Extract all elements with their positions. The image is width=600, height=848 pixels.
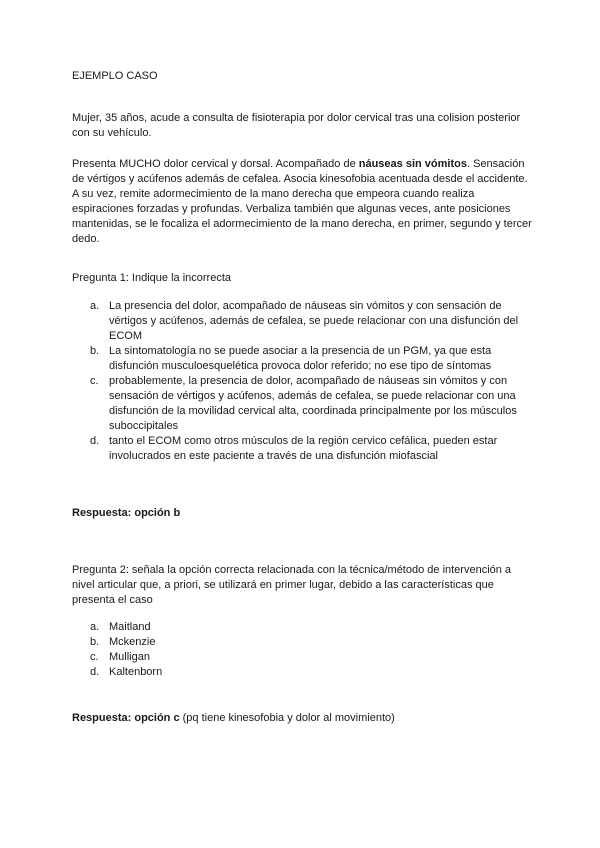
- question-2-answer-note: (pq tiene kinesofobia y dolor al movimiento): [179, 712, 395, 724]
- question-2-prompt: Pregunta 2: señala la opción correcta relacionada con la técnica/método de intervención a nivel articular que, a priori, se utilizará en primer lugar, debido a las características que presenta el caso: [72, 564, 512, 606]
- option-text: probablemente, la presencia de dolor, acompañado de náuseas sin vómitos y con sensación de vértigos y acúfenos, además de cefalea, se puede relacionar con una disfunción de la movilidad cervical alta, coordinada principalmente por los músculos suboccipitales: [109, 375, 517, 432]
- option-text: tanto el ECOM como otros músculos de la región cervico cefálica, pueden estar involucrados en este paciente a través de una disfunción miofascial: [109, 435, 498, 462]
- question-2-option-c: [90, 650, 530, 665]
- option-marker: c.: [90, 375, 99, 387]
- question-2-option-d: [90, 665, 530, 680]
- question-2-options: [90, 620, 530, 680]
- option-marker: a.: [90, 300, 100, 312]
- option-marker: b.: [90, 345, 100, 357]
- question-1-answer: Respuesta: opción b: [72, 507, 181, 519]
- option-text: Maitland: [109, 621, 151, 633]
- question-1-prompt: Pregunta 1: Indique la incorrecta: [72, 272, 231, 284]
- option-text: Kaltenborn: [109, 666, 163, 678]
- question-2-option-a: [90, 620, 530, 635]
- option-marker: a.: [90, 621, 100, 633]
- question-2-answer-label: Respuesta: opción c: [72, 712, 180, 724]
- question-1-options: [90, 299, 530, 464]
- question-1-option-b: [90, 344, 530, 374]
- document-title: EJEMPLO CASO: [72, 70, 158, 82]
- option-marker: b.: [90, 636, 100, 648]
- option-marker: d.: [90, 435, 100, 447]
- option-text: La sintomatología no se puede asociar a la presencia de un PGM, ya que esta disfunción musculoesquelética provoca dolor referido; no ese tipo de síntomas: [109, 345, 492, 372]
- question-1-option-a: [90, 299, 530, 344]
- option-text: Mulligan: [109, 651, 150, 663]
- question-2-answer: [72, 711, 395, 726]
- question-2-option-b: [90, 635, 530, 650]
- presentation-bold-text: náuseas sin vómitos: [358, 158, 467, 170]
- option-marker: c.: [90, 651, 99, 663]
- question-1-option-c: [90, 374, 530, 434]
- case-intro: Mujer, 35 años, acude a consulta de fisioterapia por dolor cervical tras una colision posterior con su vehículo.: [72, 112, 521, 139]
- question-1-option-d: [90, 434, 530, 464]
- option-text: La presencia del dolor, acompañado de náuseas sin vómitos y con sensación de vértigos y acúfenos, además de cefalea, se puede relacionar con una disfunción del ECOM: [109, 300, 519, 342]
- presentation-text-start: Presenta MUCHO dolor cervical y dorsal. Acompañado de: [72, 158, 359, 170]
- option-text: Mckenzie: [109, 636, 156, 648]
- option-marker: d.: [90, 666, 100, 678]
- case-presentation: [72, 157, 532, 247]
- presentation-text-end: . Sensación de vértigos y acúfenos además de cefalea. Asocia kinesofobia acentuada desde el accidente. A su vez, remite adormecimiento de la mano derecha que empeora cuando realiza espiraciones forzadas y profundas. Verbaliza también que algunas veces, ante posiciones mantenidas, se le focaliza el adormecimiento de la mano derecha, en primer, segundo y tercer dedo.: [72, 158, 532, 245]
